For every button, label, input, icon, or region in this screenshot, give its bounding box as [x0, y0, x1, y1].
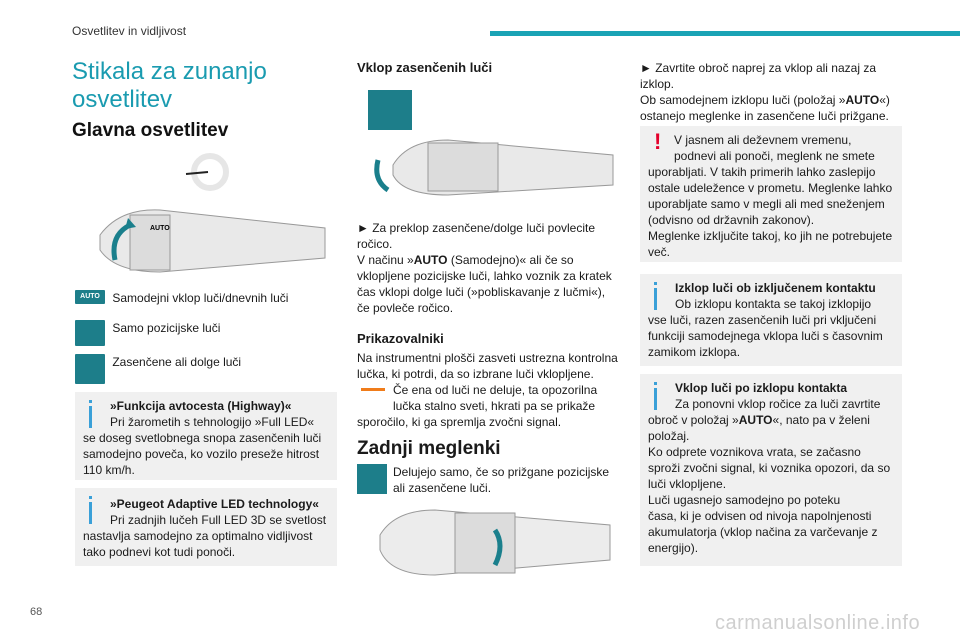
dipped-line: ročico.: [357, 237, 393, 251]
dipped-beam-icon: [368, 90, 412, 130]
warning-line: uporabljati. V takih primerih lahko zaslepijo: [648, 165, 876, 179]
text-segment: (Samodejno)« ali če so: [447, 253, 574, 267]
fog-line: izklop.: [640, 77, 675, 91]
info-ignition-line: funkciji samodejnega vklopa luči s časovnim: [648, 329, 883, 343]
position-lights-icon: [75, 320, 105, 346]
dipped-line: ► Za preklop zasenčene/dolge luči povlecite: [357, 221, 596, 235]
info-after-line: Ko odprete voznikova vrata, se začasno: [648, 445, 861, 459]
indicators-text: [357, 350, 622, 430]
info-adaptive-line: Pri zadnjih lučeh Full LED 3D se svetlost: [110, 513, 327, 527]
warning-line: več.: [648, 245, 671, 259]
info-icon: [89, 406, 92, 428]
info-icon: [654, 288, 657, 310]
dipped-text: [357, 220, 617, 316]
auto-bold: AUTO: [738, 413, 773, 427]
info-icon: [654, 388, 657, 410]
info-ignition-line: Ob izklopu kontakta se takoj izklopijo: [675, 297, 872, 311]
dipped-line: čas vklopi dolge luči (»pobliskavanje z lučmi«),: [357, 285, 606, 299]
rear-fog-icon: [357, 464, 387, 494]
stalk-pull-illustration: [368, 135, 618, 200]
dipped-line: vklopljene pozicijske luči, lahko voznik za kratek: [357, 269, 612, 283]
wrench-icon: [361, 388, 385, 391]
warning-line: podnevi ali ponoči, meglenk ne smete: [674, 149, 875, 163]
fog-line: ► Zavrtite obroč naprej za vklop ali nazaj za: [640, 61, 876, 75]
auto-icon: AUTO: [75, 290, 105, 304]
legend-label-dipped: Zasenčene ali dolge luči: [112, 355, 242, 369]
rear-fog-heading: Zadnji meglenki: [357, 438, 501, 459]
text-segment: obroč v položaj »: [648, 413, 739, 427]
watermark: carmanualsonline.info: [715, 612, 921, 634]
auto-bold: AUTO: [845, 93, 880, 107]
legend-item-position: [75, 320, 220, 346]
indicators-line: [357, 382, 622, 398]
info-ignition-off: [640, 274, 902, 366]
info-after-line: Za ponovni vklop ročice za luči zavrtite: [675, 397, 881, 411]
info-highway-line: 110 km/h.: [83, 463, 135, 477]
text-segment: V načinu »: [357, 253, 414, 267]
warning-line: V jasnem ali deževnem vremenu,: [674, 133, 852, 147]
indicators-line: lučka stalno sveti, hkrati pa se prikaže: [393, 399, 596, 413]
steering-wheel-icon: [180, 152, 240, 192]
info-icon: [89, 502, 92, 524]
info-adaptive-title: »Peugeot Adaptive LED technology«: [110, 497, 319, 511]
indicators-heading: Prikazovalniki: [357, 331, 444, 346]
info-adaptive-line: nastavlja samodejno za optimalno vidljivost: [83, 529, 313, 543]
dipped-line: če povleče ročico.: [357, 301, 454, 315]
fog-line: ostanejo meglenke in zasenčene luči prižgane.: [640, 109, 889, 123]
info-highway-title: »Funkcija avtocesta (Highway)«: [110, 399, 292, 413]
info-after-line: položaj.: [648, 429, 690, 443]
fog-line: [640, 92, 902, 108]
info-after-title: Vklop luči po izklopu kontakta: [675, 381, 848, 395]
info-after-line: časa, ki je odvisen od nivoja napolnjenosti: [648, 509, 872, 523]
info-after-line: [648, 412, 870, 428]
indicators-line: Na instrumentni plošči zasveti ustrezna kontrolna: [357, 351, 618, 365]
indicators-line: lučka, ki potrdi, da so izbrane luči vklopljene.: [357, 367, 594, 381]
info-adaptive-led: [75, 488, 337, 566]
info-adaptive-line: tako podnevi kot tudi ponoči.: [83, 545, 236, 559]
info-ignition-line: zamikom izklopa.: [648, 345, 741, 359]
info-after-line: energijo).: [648, 541, 699, 555]
fog-instructions: [640, 60, 902, 124]
rear-fog-text: [393, 464, 609, 496]
page-number: 68: [30, 606, 43, 618]
text-segment: «, nato pa v želeni: [772, 413, 870, 427]
info-highway-line: Pri žarometih s tehnologijo »Full LED«: [110, 415, 315, 429]
legend-label-position: Samo pozicijske luči: [112, 321, 221, 335]
rear-fog-line: ali zasenčene luči.: [393, 481, 492, 495]
stalk-auto-label: AUTO: [150, 225, 170, 232]
info-after-line: luči vklopljene.: [648, 477, 727, 491]
info-highway: [75, 392, 337, 480]
warning-box: [640, 126, 902, 262]
page-title-line1: Stikala za zunanjo: [72, 58, 267, 85]
dipped-line: [357, 252, 617, 268]
warning-line: ostale udeležence v prometu. Meglenke lahko: [648, 181, 893, 195]
main-lighting-heading: Glavna osvetlitev: [72, 120, 229, 141]
text-segment: «): [879, 93, 890, 107]
text-segment: Če ena od luči ne deluje, ta opozorilna: [393, 383, 598, 397]
info-after-line: akumulatorja (vklop načina za varčevanje z: [648, 525, 878, 539]
legend-item-dipped: [75, 354, 241, 384]
warning-line: uporabljate samo v megli ali med sneženjem: [648, 197, 885, 211]
dipped-heading: Vklop zasenčenih luči: [357, 60, 493, 75]
text-segment: Ob samodejnem izklopu luči (položaj »: [640, 93, 846, 107]
legend-item-auto: [75, 290, 288, 306]
info-after-line: Luči ugasnejo samodejno po poteku: [648, 493, 841, 507]
info-ignition-title: Izklop luči ob izključenem kontaktu: [675, 281, 876, 295]
header-accent-bar: [490, 31, 960, 36]
warning-line: Meglenke izključite takoj, ko jih ne potrebujete: [648, 229, 893, 243]
info-highway-line: se doseg svetlobnega snopa zasenčenih luči: [83, 431, 322, 445]
dipped-beam-icon: [75, 354, 105, 384]
page-title: [72, 58, 267, 114]
info-lights-after-off: [640, 374, 902, 566]
legend-label-auto: Samodejni vklop luči/dnevnih luči: [112, 291, 289, 305]
fog-ring-illustration: [375, 505, 615, 580]
auto-bold: AUTO: [413, 253, 448, 267]
indicators-line: sporočilo, ki ga spremlja zvočni signal.: [357, 415, 562, 429]
warning-icon: !: [654, 129, 662, 154]
info-ignition-line: vse luči, razen zasenčenih luči pri vključeni: [648, 313, 877, 327]
warning-line: (odvisno od državnih zakonov).: [648, 213, 815, 227]
page-title-line2: osvetlitev: [72, 86, 173, 113]
info-after-line: sproži zvočni signal, ki voznika opozori, da so: [648, 461, 891, 475]
rear-fog-line: Delujejo samo, če so prižgane pozicijske: [393, 465, 610, 479]
lighting-stalk-illustration: [90, 200, 335, 280]
info-highway-line: samodejno poveča, ko vozilo preseže hitrost: [83, 447, 320, 461]
section-header: Osvetlitev in vidljivost: [72, 24, 187, 38]
